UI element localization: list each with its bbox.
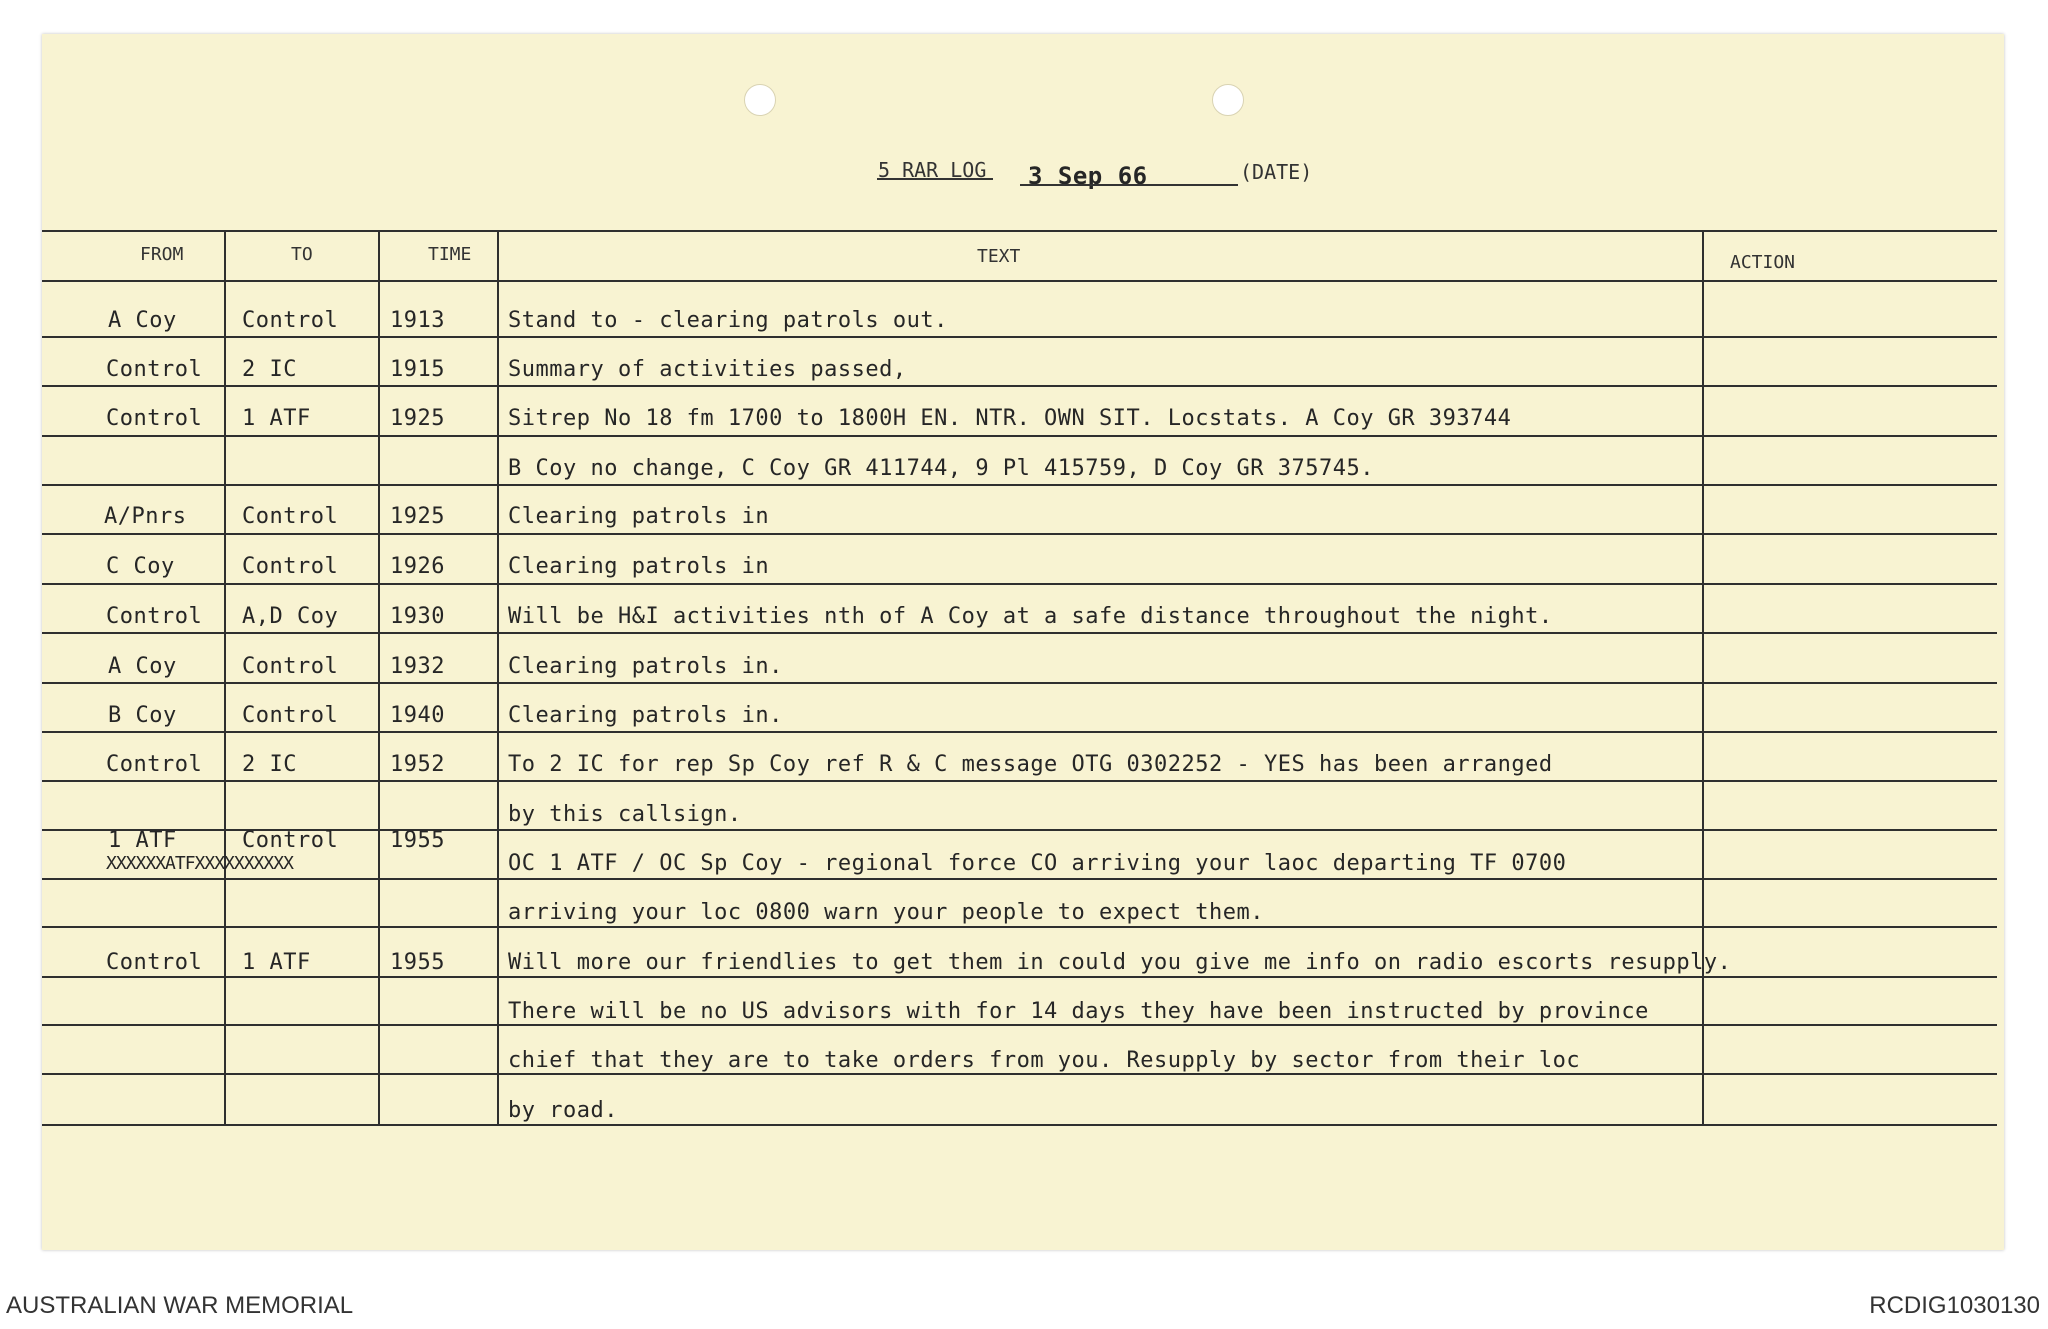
entry-text: Stand to - clearing patrols out. xyxy=(508,308,948,333)
entry-text: To 2 IC for rep Sp Coy ref R & C message OTG 0302252 - YES has been arranged xyxy=(508,752,1553,777)
entry-text: Clearing patrols in xyxy=(508,504,770,529)
log-unit: 5 RAR LOG xyxy=(878,158,987,182)
entry-from: Control xyxy=(106,604,203,629)
column-header-to: TO xyxy=(291,244,313,265)
struck-text: XXXXXXATFXXXXXXXXXX xyxy=(106,853,293,874)
entry-text: arriving your loc 0800 warn your people to expect them. xyxy=(508,900,1264,925)
archive-id: RCDIG1030130 xyxy=(1869,1292,2040,1319)
entry-text: B Coy no change, C Coy GR 411744, 9 Pl 415759, D Coy GR 375745. xyxy=(508,456,1374,481)
entry-time: 1925 xyxy=(390,406,445,431)
entry-from: Control xyxy=(106,357,203,382)
column-header-action: ACTION xyxy=(1730,252,1796,273)
date-label: (DATE) xyxy=(1240,160,1313,184)
entry-from: Control xyxy=(106,406,203,431)
column-rule xyxy=(224,230,226,1124)
entry-text: Clearing patrols in xyxy=(508,554,770,579)
entry-time: 1940 xyxy=(390,703,445,728)
column-header-text: TEXT xyxy=(977,246,1021,267)
entry-text: chief that they are to take orders from you. Resupply by sector from their loc xyxy=(508,1048,1581,1073)
entry-text: Clearing patrols in. xyxy=(508,654,783,679)
column-rule xyxy=(1702,230,1704,1124)
entry-time: 1955 xyxy=(390,828,445,853)
entry-to: A,D Coy xyxy=(242,604,339,629)
column-header-time: TIME xyxy=(428,244,472,265)
entry-time: 1955 xyxy=(390,950,445,975)
log-date: 3 Sep 66 xyxy=(1028,162,1148,190)
entry-from: A Coy xyxy=(108,308,177,333)
entry-to: 2 IC xyxy=(242,357,297,382)
column-header-from: FROM xyxy=(140,244,184,265)
entry-time: 1930 xyxy=(390,604,445,629)
entry-text: Will more our friendlies to get them in could you give me info on radio escorts resupply. xyxy=(508,950,1732,975)
entry-text: by this callsign. xyxy=(508,802,742,827)
entry-time: 1952 xyxy=(390,752,445,777)
entry-to: Control xyxy=(242,703,339,728)
entry-from: Control xyxy=(106,752,203,777)
entry-time: 1932 xyxy=(390,654,445,679)
archive-credit: AUSTRALIAN WAR MEMORIAL xyxy=(6,1292,354,1319)
entry-text: Summary of activities passed, xyxy=(508,357,907,382)
entry-to: Control xyxy=(242,554,339,579)
entry-time: 1925 xyxy=(390,504,445,529)
column-rule xyxy=(378,230,380,1124)
entry-to: 2 IC xyxy=(242,752,297,777)
entry-from: A/Pnrs xyxy=(104,504,187,529)
entry-text: by road. xyxy=(508,1098,618,1123)
column-rule xyxy=(497,230,499,1124)
entry-text: Clearing patrols in. xyxy=(508,703,783,728)
entry-to: Control xyxy=(242,308,339,333)
entry-to: Control xyxy=(242,828,339,853)
entry-from: 1 ATF xyxy=(108,828,177,853)
entry-text: Will be H&I activities nth of A Coy at a safe distance throughout the night. xyxy=(508,604,1553,629)
entry-from: A Coy xyxy=(108,654,177,679)
entry-to: Control xyxy=(242,504,339,529)
table-rule xyxy=(42,1124,1997,1126)
entry-text: OC 1 ATF / OC Sp Coy - regional force CO arriving your laoc departing TF 0700 xyxy=(508,851,1567,876)
entry-time: 1915 xyxy=(390,357,445,382)
entry-from: Control xyxy=(106,950,203,975)
entry-from: C Coy xyxy=(106,554,175,579)
entry-to: Control xyxy=(242,654,339,679)
entry-to: 1 ATF xyxy=(242,406,311,431)
entry-to: 1 ATF xyxy=(242,950,311,975)
entry-from: B Coy xyxy=(108,703,177,728)
entry-text: Sitrep No 18 fm 1700 to 1800H EN. NTR. OWN SIT. Locstats. A Coy GR 393744 xyxy=(508,406,1512,431)
entry-time: 1926 xyxy=(390,554,445,579)
entry-time: 1913 xyxy=(390,308,445,333)
entry-text: There will be no US advisors with for 14 days they have been instructed by province xyxy=(508,999,1649,1024)
